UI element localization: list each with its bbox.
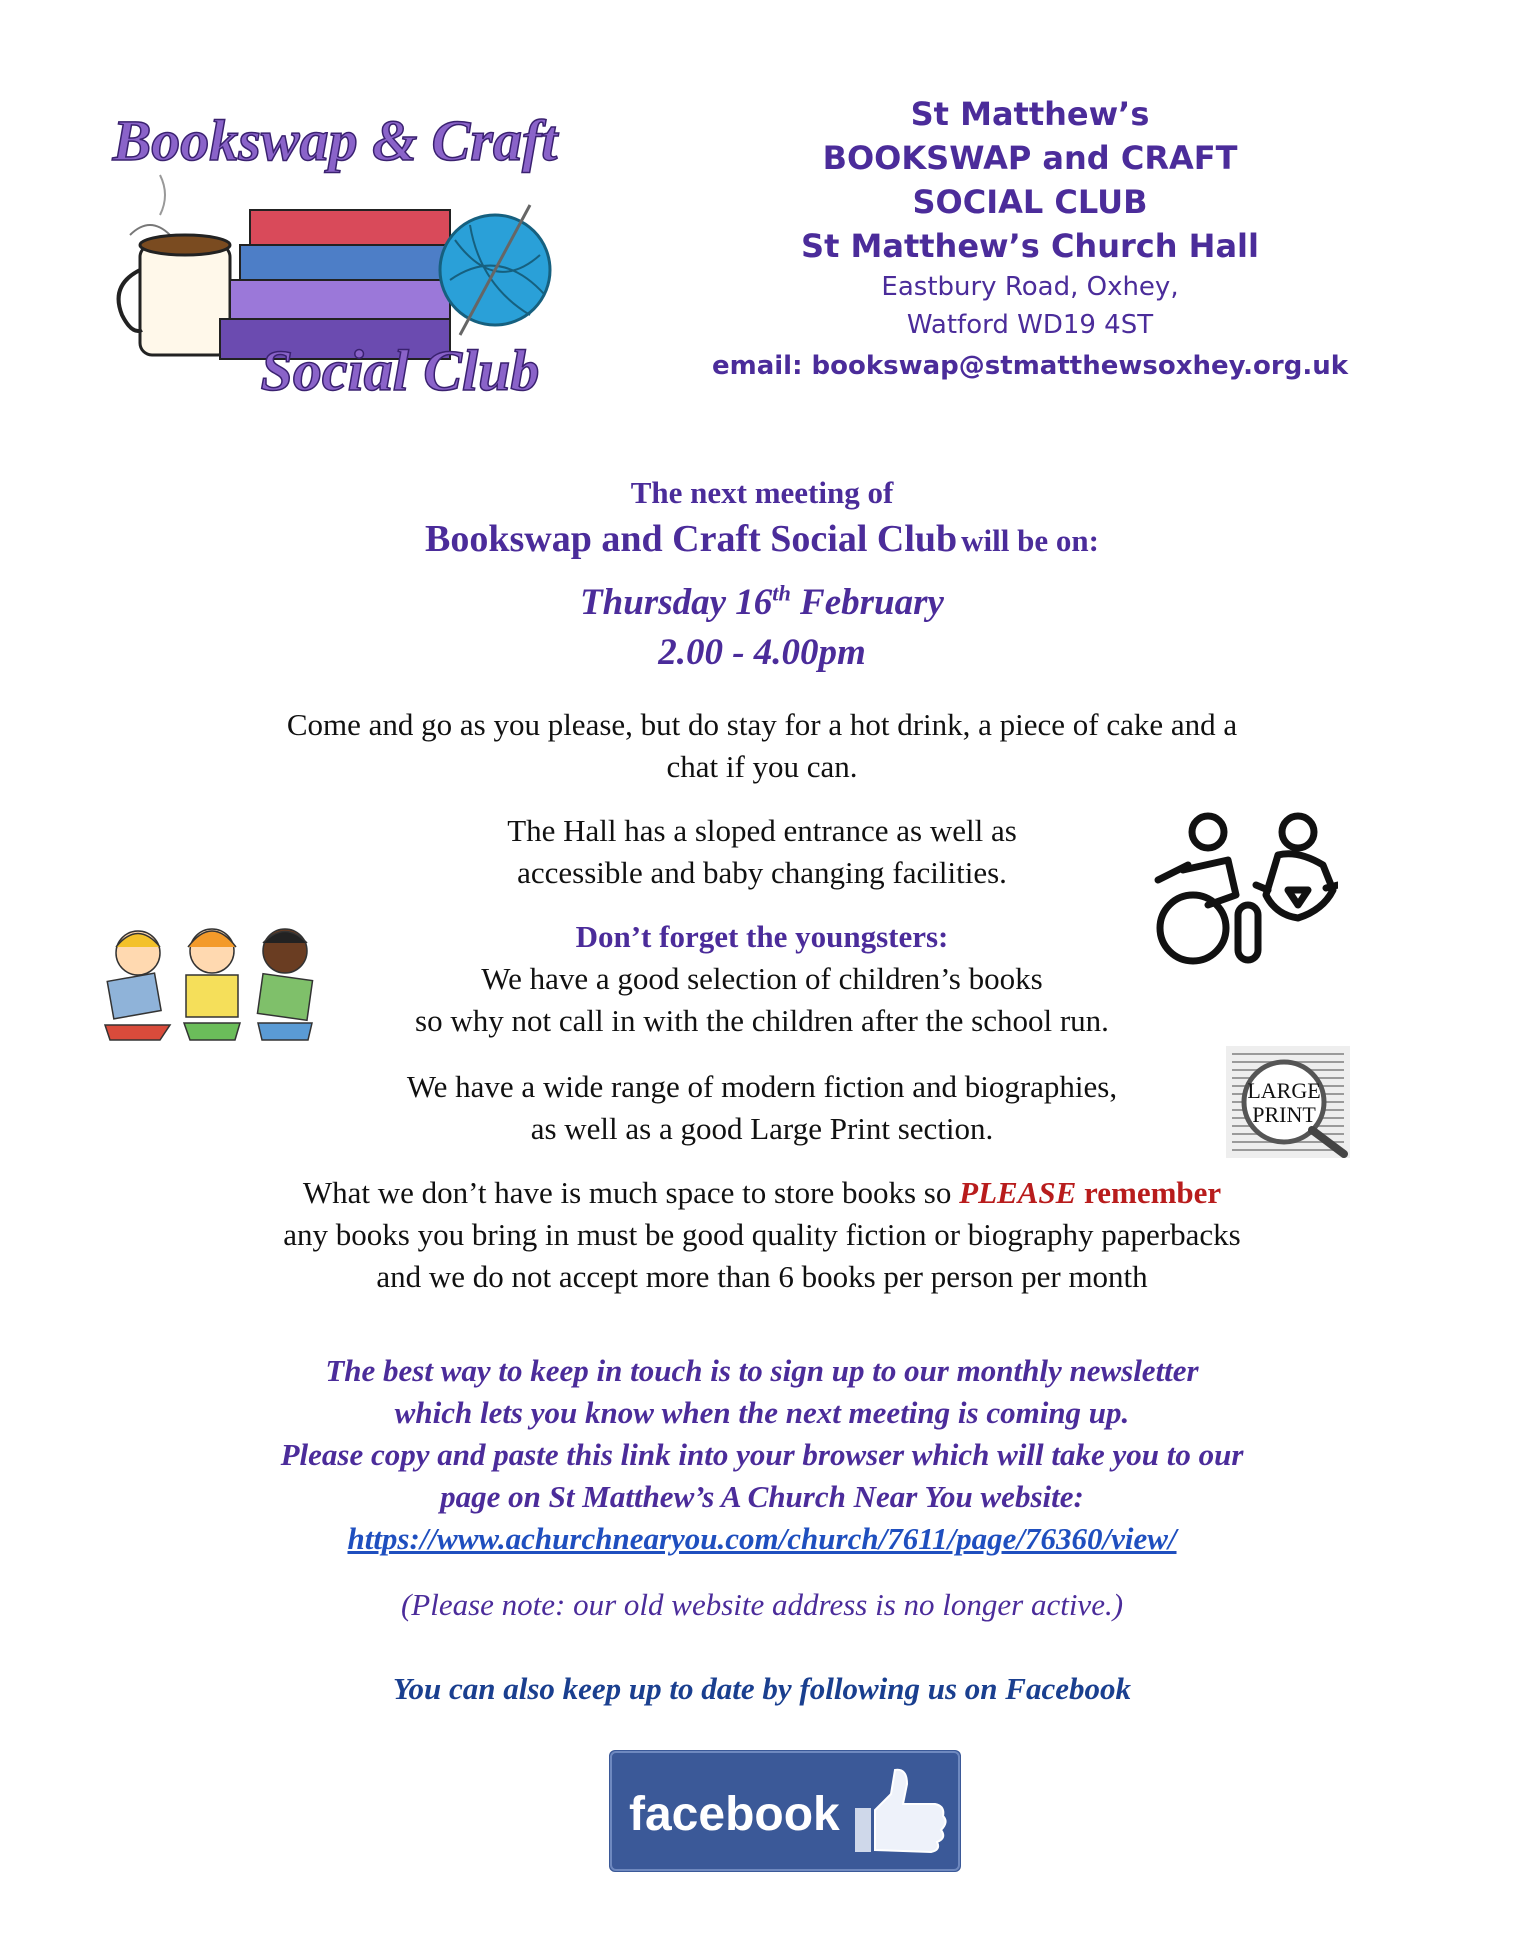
newsletter-line-3: Please copy and paste this link into your browser which will take you to our: [280, 1437, 1244, 1472]
meeting-will-be: will be on:: [961, 523, 1099, 558]
large-print-line-1: LARGE: [1247, 1078, 1321, 1103]
header-venue: St Matthew’s Church Hall: [801, 227, 1259, 265]
hall-line-1: The Hall has a sloped entrance as well as: [507, 813, 1017, 848]
meeting-month: February: [800, 582, 944, 623]
header-email[interactable]: email: bookswap@stmatthewsoxhey.org.uk: [711, 351, 1349, 381]
header-line-2: BOOKSWAP and CRAFT: [822, 139, 1238, 177]
header-address-1: Eastbury Road, Oxhey,: [881, 272, 1179, 302]
youngsters-line-2: so why not call in with the children after the school run.: [415, 1003, 1109, 1038]
come-go-line-2: chat if you can.: [666, 749, 858, 784]
bookswap-craft-logo: [110, 95, 570, 405]
newsletter-line-4: page on St Matthew’s A Church Near You website:: [440, 1479, 1084, 1514]
range-line-2: as well as a good Large Print section.: [530, 1111, 994, 1146]
newsletter-line-2: which lets you know when the next meeting is coming up.: [394, 1395, 1130, 1430]
newsletter-link[interactable]: https://www.achurchnearyou.com/church/7611/page/76360/view/: [347, 1521, 1177, 1556]
space-line-3: and we do not accept more than 6 books per person per month: [376, 1259, 1148, 1294]
header-address-2: Watford WD19 4ST: [906, 310, 1154, 340]
meeting-intro: The next meeting of: [630, 475, 894, 510]
meeting-date: [0, 580, 1524, 626]
large-print-magnifier-image: [1226, 1046, 1350, 1158]
meeting-club-line: [0, 516, 1524, 562]
come-go-line-1: Come and go as you please, but do stay for a hot drink, a piece of cake and a: [286, 707, 1238, 742]
space-line-2: any books you bring in must be good quality fiction or biography paperbacks: [283, 1217, 1241, 1252]
header-block: [690, 92, 1370, 386]
large-print-line-2: PRINT: [1252, 1102, 1316, 1127]
children-reading-illustration: [100, 915, 325, 1045]
facebook-follow-line: You can also keep up to date by following us on Facebook: [393, 1671, 1131, 1706]
newsletter-link-row: [0, 1518, 1524, 1560]
meeting-club-name: Bookswap and Craft Social Club: [425, 518, 958, 560]
space-line-1a: What we don’t have is much space to store books so: [302, 1175, 952, 1210]
youngsters-line-1: We have a good selection of children’s books: [481, 961, 1043, 996]
meeting-day-suffix: th: [772, 580, 791, 606]
logo-subtitle: Social Club: [260, 338, 540, 403]
meeting-time: 2.00 - 4.00pm: [658, 632, 866, 673]
old-website-note: (Please note: our old website address is no longer active.): [400, 1587, 1124, 1622]
newsletter-line-1: The best way to keep in touch is to sign up to our monthly newsletter: [325, 1353, 1199, 1388]
facebook-button[interactable]: [609, 1750, 961, 1872]
facebook-wordmark: facebook: [629, 1788, 840, 1841]
header-line-3: SOCIAL CLUB: [912, 183, 1148, 221]
space-line-1: [0, 1172, 1524, 1214]
please-emphasis: PLEASE: [959, 1175, 1077, 1210]
range-line-1: We have a wide range of modern fiction and biographies,: [406, 1069, 1118, 1104]
youngsters-heading: Don’t forget the youngsters:: [575, 919, 949, 954]
header-line-1: St Matthew’s: [910, 95, 1150, 133]
logo-title: Bookswap & Craft: [112, 108, 558, 173]
remember-emphasis: remember: [1084, 1175, 1222, 1210]
meeting-day: Thursday 16: [580, 582, 773, 623]
hall-line-2: accessible and baby changing facilities.: [517, 855, 1007, 890]
